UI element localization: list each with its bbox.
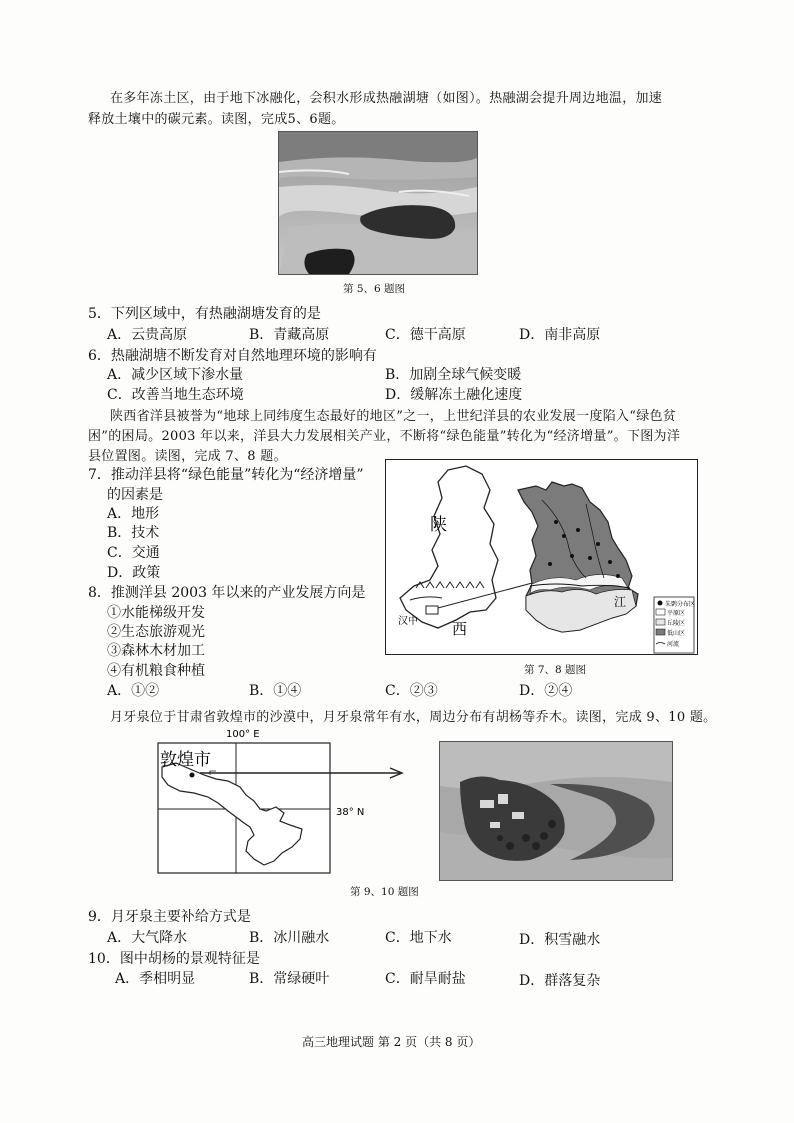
province-char-shaan: 陕 bbox=[430, 515, 447, 535]
crescent-spring-photo bbox=[439, 741, 673, 881]
q5-option-a[interactable]: A．云贵高原 bbox=[107, 327, 188, 343]
q7-option-a[interactable]: A．地形 bbox=[107, 506, 160, 522]
q8-option-a[interactable]: A．①② bbox=[107, 683, 160, 699]
q7-option-d[interactable]: D．政策 bbox=[107, 565, 161, 581]
q10-option-a[interactable]: A．季相明显 bbox=[115, 971, 196, 987]
q6-option-d[interactable]: D．缓解冻土融化速度 bbox=[385, 387, 523, 403]
intro-5-6-line2: 释放土壤中的碳元素。读图，完成5、6题。 bbox=[88, 112, 345, 127]
legend-hill-icon bbox=[656, 619, 665, 625]
legend-low-mountain: 低山区 bbox=[667, 630, 686, 637]
q8-item-3: ③森林木材加工 bbox=[107, 643, 205, 659]
legend-plain: 平原区 bbox=[667, 610, 686, 617]
legend-river: 河流 bbox=[667, 641, 680, 648]
q5-option-c[interactable]: C．德干高原 bbox=[385, 327, 466, 343]
question-6-stem: 6．热融湖塘不断发育对自然地理环境的影响有 bbox=[88, 348, 377, 364]
q8-option-d[interactable]: D．②④ bbox=[519, 683, 573, 699]
q9-option-c[interactable]: C．地下水 bbox=[385, 930, 452, 946]
dunhuang-location-map bbox=[150, 727, 410, 875]
q5-option-b[interactable]: B．青藏高原 bbox=[249, 327, 330, 343]
intro-7-8-line1: 陕西省洋县被誉为“地球上同纬度生态最好的地区”之一，上世纪洋县的农业发展一度陷入“绿色贫 bbox=[110, 409, 677, 424]
city-label-dunhuang: 敦煌市 bbox=[160, 750, 211, 770]
q7-option-b[interactable]: B．技术 bbox=[107, 525, 160, 541]
question-7-stem: 7．推动洋县将“绿色能量”转化为“经济增量” bbox=[88, 467, 364, 483]
yangxian-location-map bbox=[385, 459, 698, 655]
question-9-stem: 9．月牙泉主要补给方式是 bbox=[88, 909, 251, 925]
q8-item-1: ①水能梯级开发 bbox=[107, 605, 205, 621]
q10-option-c[interactable]: C．耐旱耐盐 bbox=[385, 971, 466, 987]
intro-9-10-line1: 月牙泉位于甘肃省敦煌市的沙漠中，月牙泉常年有水，周边分布有胡杨等乔木。读图，完成 9、10 题。 bbox=[110, 710, 717, 725]
q7-option-c[interactable]: C．交通 bbox=[107, 545, 160, 561]
legend-ibis-icon bbox=[658, 601, 663, 606]
dunhuang-city-dot bbox=[190, 773, 195, 778]
question-7-stem-cont: 的因素是 bbox=[107, 487, 163, 503]
q8-option-b[interactable]: B．①④ bbox=[249, 683, 302, 699]
figure-9-10-caption: 第 9、10 题图 bbox=[350, 886, 419, 898]
q9-option-d[interactable]: D．积雪融水 bbox=[519, 932, 601, 948]
thermokarst-lake-photo bbox=[278, 131, 478, 275]
longitude-label: 100° E bbox=[226, 729, 260, 740]
intro-7-8-line3: 县位置图。读图，完成 7、8 题。 bbox=[88, 449, 287, 464]
q10-option-b[interactable]: B．常绿硬叶 bbox=[249, 971, 330, 987]
city-label-hanzhong: 汉中 bbox=[398, 616, 418, 627]
province-char-xi: 西 bbox=[452, 620, 468, 638]
legend-hill: 丘陵区 bbox=[667, 620, 686, 627]
q6-option-c[interactable]: C．改善当地生态环境 bbox=[107, 387, 244, 403]
question-5-stem: 5．下列区域中，有热融湖塘发育的是 bbox=[88, 306, 321, 322]
q8-option-c[interactable]: C．②③ bbox=[385, 683, 438, 699]
intro-7-8-line2: 困”的困局。2003 年以来，洋县大力发展相关产业，不断将“绿色能量”转化为“经济增量”。下图为洋 bbox=[88, 429, 681, 444]
question-8-stem: 8．推测洋县 2003 年以来的产业发展方向是 bbox=[88, 585, 366, 601]
latitude-label: 38° N bbox=[336, 807, 365, 818]
question-10-stem: 10．图中胡杨的景观特征是 bbox=[88, 951, 260, 967]
river-label-jiang: 江 bbox=[614, 595, 627, 609]
legend-low-mountain-icon bbox=[656, 629, 665, 635]
map78-legend bbox=[654, 597, 695, 653]
q5-option-d[interactable]: D．南非高原 bbox=[519, 327, 601, 343]
legend-plain-icon bbox=[656, 609, 665, 615]
figure-5-6-caption: 第 5、6 题图 bbox=[343, 283, 406, 295]
intro-5-6-line1: 在多年冻土区，由于地下冰融化，会积水形成热融湖塘（如图）。热融湖会提升周边地温，加速 bbox=[110, 91, 663, 106]
q10-option-d[interactable]: D．群落复杂 bbox=[519, 973, 601, 989]
page-footer: 高三地理试题 第 2 页（共 8 页） bbox=[302, 1035, 481, 1049]
q8-item-2: ②生态旅游观光 bbox=[107, 624, 205, 640]
q8-item-4: ④有机粮食种植 bbox=[107, 663, 205, 679]
legend-ibis: 朱鹮分布区 bbox=[665, 601, 696, 608]
q9-option-a[interactable]: A．大气降水 bbox=[107, 930, 188, 946]
q6-option-b[interactable]: B．加剧全球气候变暖 bbox=[385, 367, 522, 383]
figure-7-8-caption: 第 7、8 题图 bbox=[524, 664, 587, 676]
q9-option-b[interactable]: B．冰川融水 bbox=[249, 930, 330, 946]
q6-option-a[interactable]: A．减少区域下渗水量 bbox=[107, 367, 244, 383]
